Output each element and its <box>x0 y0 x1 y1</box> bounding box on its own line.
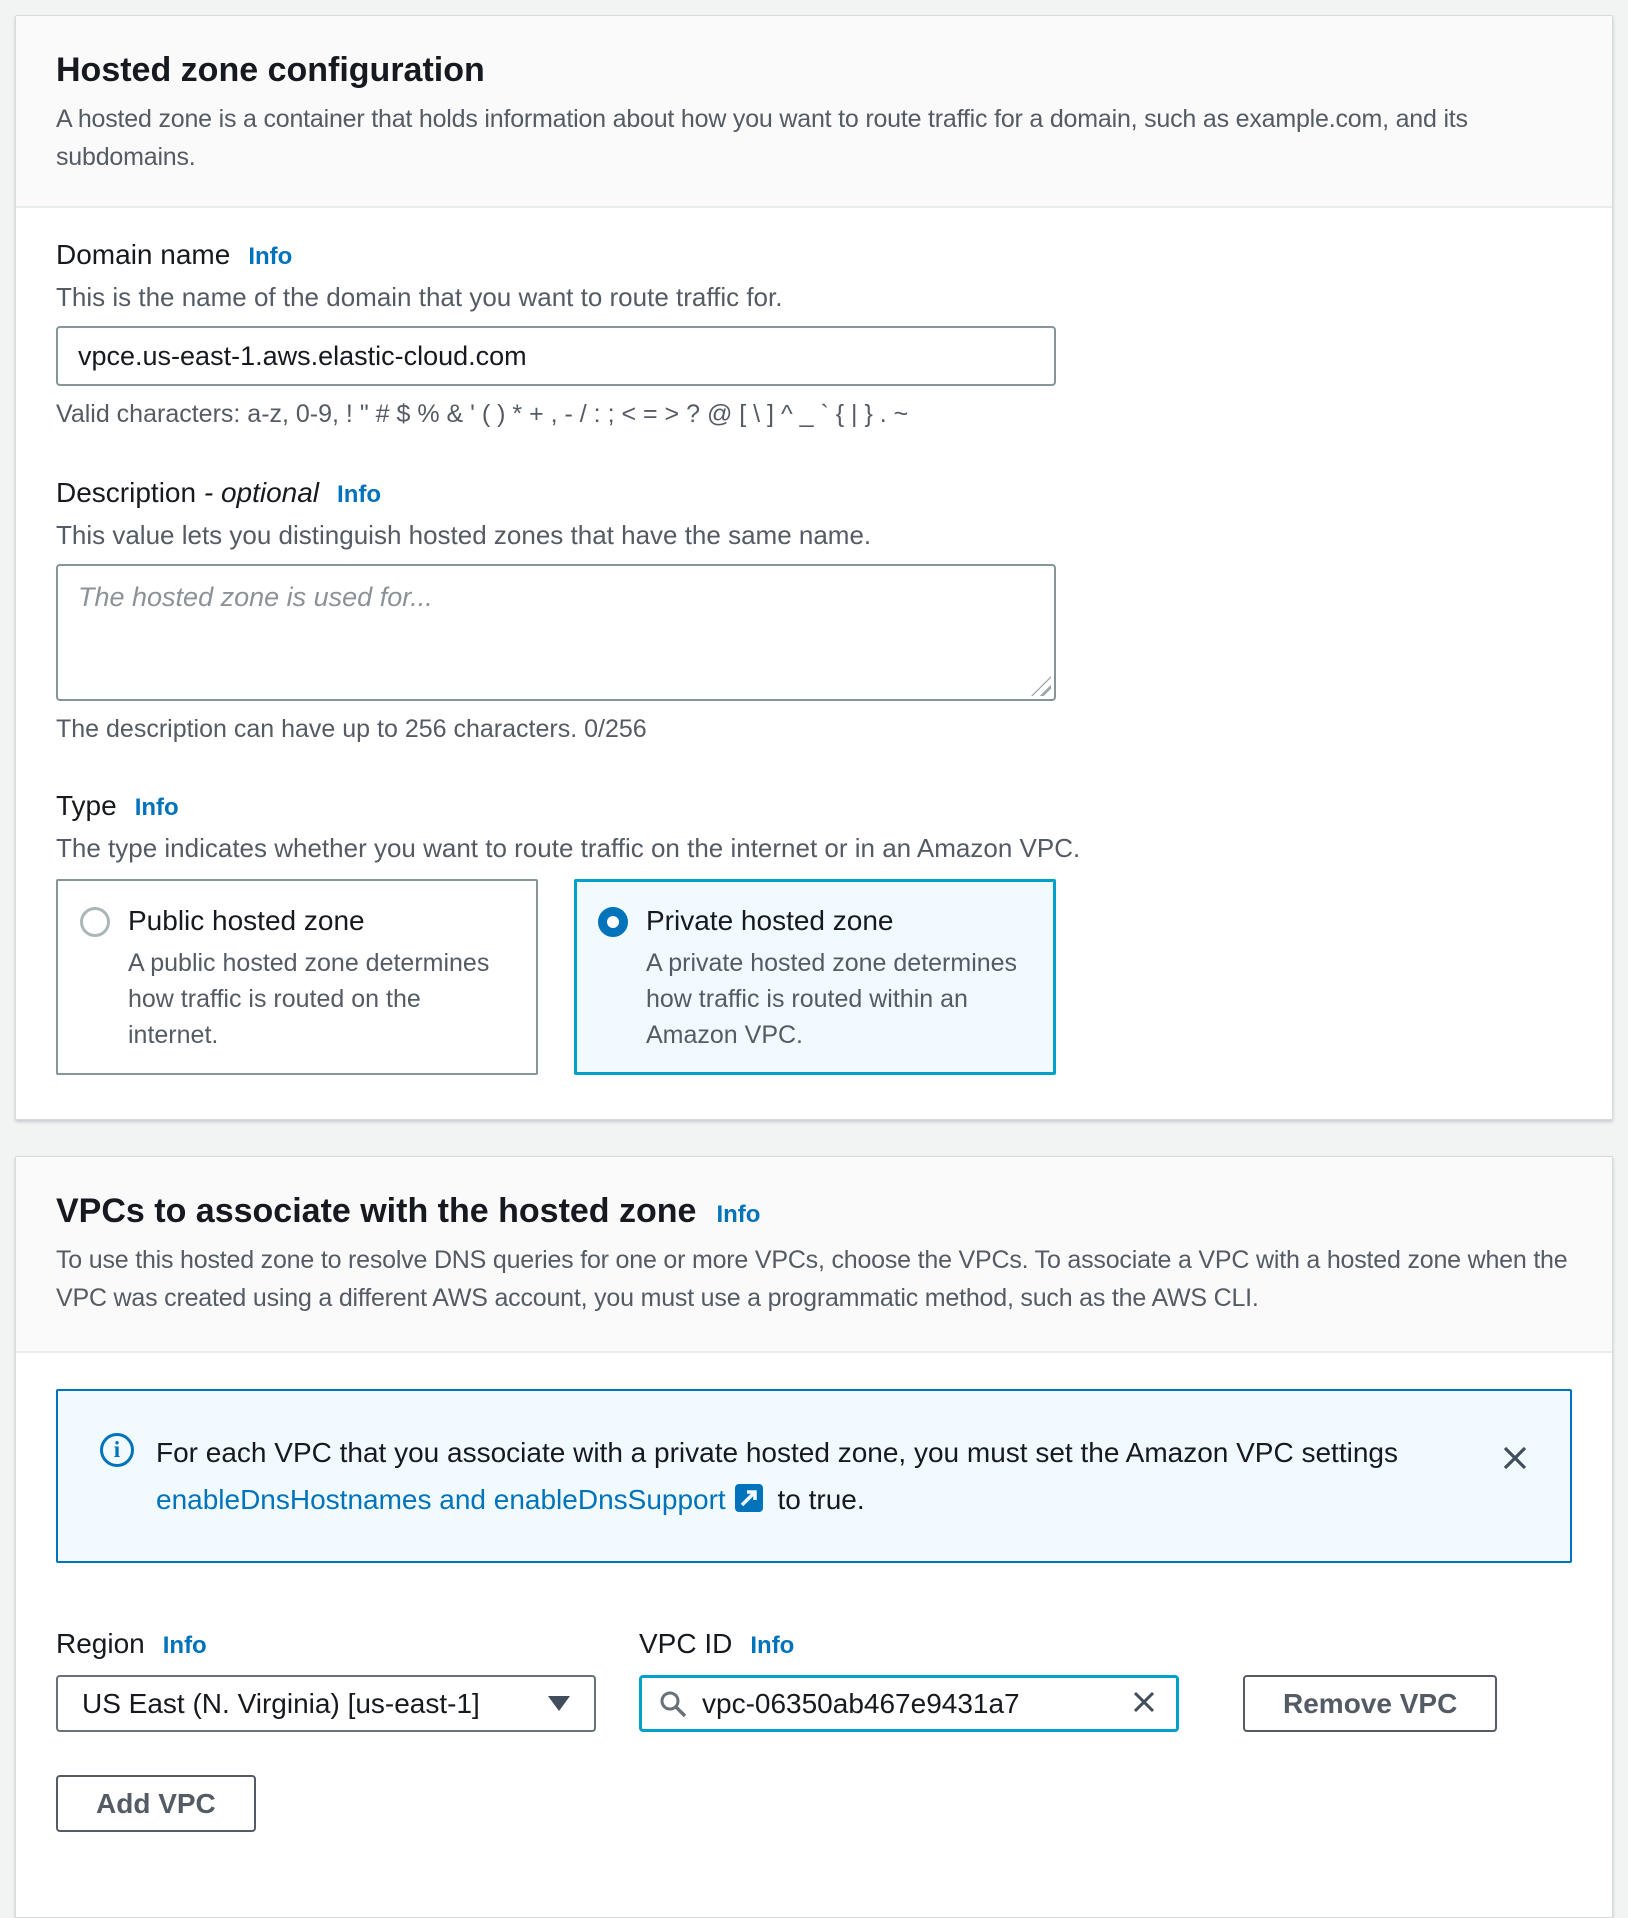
add-vpc-row <box>56 1775 1572 1873</box>
description-line: VPC was created using a different AWS account, you must use a programmatic method, such as the AWS CLI. <box>56 1284 1259 1312</box>
vpcs-card-header <box>16 1157 1612 1353</box>
domain-name-label: Domain name <box>56 239 231 270</box>
search-icon <box>658 1689 688 1719</box>
clear-input-button[interactable] <box>1128 1686 1160 1721</box>
region-field <box>56 1627 596 1732</box>
alert-close-button[interactable] <box>1494 1437 1536 1482</box>
type-label: Type <box>56 790 117 821</box>
enable-dns-settings-link[interactable]: enableDnsHostnames and enableDnsSupport <box>156 1484 726 1515</box>
domain-name-info-link[interactable]: Info <box>248 243 293 270</box>
public-hosted-zone-tile-content <box>128 903 514 1053</box>
vpc-id-input[interactable] <box>700 1687 1128 1721</box>
private-hosted-zone-title: Private hosted zone <box>646 905 894 936</box>
description-line: To use this hosted zone to resolve DNS queries for one or more VPCs, choose the VPCs. To associate a VPC with a hosted zone when the <box>56 1246 1568 1274</box>
domain-name-input[interactable] <box>56 326 1056 386</box>
domain-name-constraint-text: Valid characters: a-z, 0-9, ! " # $ % & ' ( ) * + , - / : ; < = > ? @ [ \ ] ^ _ ` { | } . ~ <box>56 400 909 428</box>
type-group <box>56 789 1572 1075</box>
description-line: subdomains. <box>56 143 196 171</box>
type-label-row <box>56 789 1572 823</box>
vpc-settings-info-alert <box>56 1389 1572 1563</box>
hosted-zone-card-body <box>16 208 1612 1119</box>
domain-name-label-row <box>56 238 1572 272</box>
hosted-zone-card-title: Hosted zone configuration <box>56 51 485 89</box>
vpcs-card-title-row <box>56 1189 1572 1233</box>
region-select[interactable] <box>56 1675 596 1732</box>
region-info-link[interactable]: Info <box>162 1632 207 1659</box>
vpcs-card-title: VPCs to associate with the hosted zone <box>56 1192 697 1230</box>
domain-name-help-text: This is the name of the domain that you want to route traffic for. <box>56 282 783 312</box>
vpcs-associate-card <box>15 1156 1613 1918</box>
description-label: Description - optional <box>56 477 320 508</box>
public-hosted-zone-tile[interactable] <box>56 879 538 1075</box>
region-label-row <box>56 1627 596 1661</box>
description-info-link[interactable]: Info <box>337 481 382 508</box>
vpcs-card-body <box>16 1353 1612 1917</box>
domain-name-group <box>56 238 1572 430</box>
alert-text-line2-suffix: to true. <box>777 1484 865 1515</box>
type-radio-tiles <box>56 879 1572 1075</box>
description-help-text: This value lets you distinguish hosted zones that have the same name. <box>56 520 872 550</box>
description-label-row <box>56 476 1572 510</box>
public-hosted-zone-title: Public hosted zone <box>128 905 365 936</box>
private-hosted-zone-radio[interactable] <box>598 907 628 937</box>
info-circle-icon: i <box>100 1433 134 1467</box>
hosted-zone-card-description <box>56 100 1572 176</box>
type-help-text: The type indicates whether you want to route traffic on the internet or in an Amazon VPC. <box>56 833 1081 863</box>
add-vpc-button[interactable]: Add VPC <box>56 1775 256 1832</box>
type-info-link[interactable]: Info <box>134 794 179 821</box>
vpc-id-field <box>639 1627 1179 1732</box>
region-label: Region <box>56 1628 145 1659</box>
private-hosted-zone-tile-content <box>646 903 1032 1053</box>
hosted-zone-configuration-card <box>15 15 1613 1120</box>
public-hosted-zone-description: A public hosted zone determines how traffic is routed on the internet. <box>128 949 490 1049</box>
vpc-id-label: VPC ID <box>639 1628 733 1659</box>
close-icon <box>1498 1463 1532 1478</box>
hosted-zone-card-header <box>16 16 1612 208</box>
alert-text-line1: For each VPC that you associate with a private hosted zone, you must set the Amazon VPC settings <box>156 1437 1398 1468</box>
vpc-id-info-link[interactable]: Info <box>750 1632 795 1659</box>
vpcs-card-info-link[interactable]: Info <box>716 1201 761 1228</box>
public-hosted-zone-radio[interactable] <box>80 907 110 937</box>
description-line: A hosted zone is a container that holds information about how you want to route traffic for a domain, such as example.com, and its <box>56 105 1468 133</box>
external-link-icon[interactable] <box>734 1480 764 1527</box>
region-selected-value: US East (N. Virginia) [us-east-1] <box>82 1687 480 1719</box>
region-vpc-row <box>56 1627 1572 1732</box>
description-textarea[interactable] <box>56 564 1056 701</box>
remove-vpc-button[interactable]: Remove VPC <box>1243 1675 1497 1732</box>
vpc-id-search-box <box>639 1675 1179 1732</box>
description-optional-suffix: - optional <box>203 477 320 508</box>
clear-x-icon <box>1130 1688 1158 1719</box>
description-textarea-wrap <box>56 564 1056 701</box>
vpc-id-label-row <box>639 1627 1179 1661</box>
private-hosted-zone-description: A private hosted zone determines how traffic is routed within an Amazon VPC. <box>646 949 1018 1049</box>
chevron-down-icon <box>548 1696 570 1711</box>
private-hosted-zone-tile[interactable] <box>574 879 1056 1075</box>
description-group <box>56 476 1572 745</box>
vpcs-card-description <box>56 1241 1572 1317</box>
description-constraint-text: The description can have up to 256 characters. 0/256 <box>56 715 647 743</box>
alert-message <box>156 1429 1398 1527</box>
